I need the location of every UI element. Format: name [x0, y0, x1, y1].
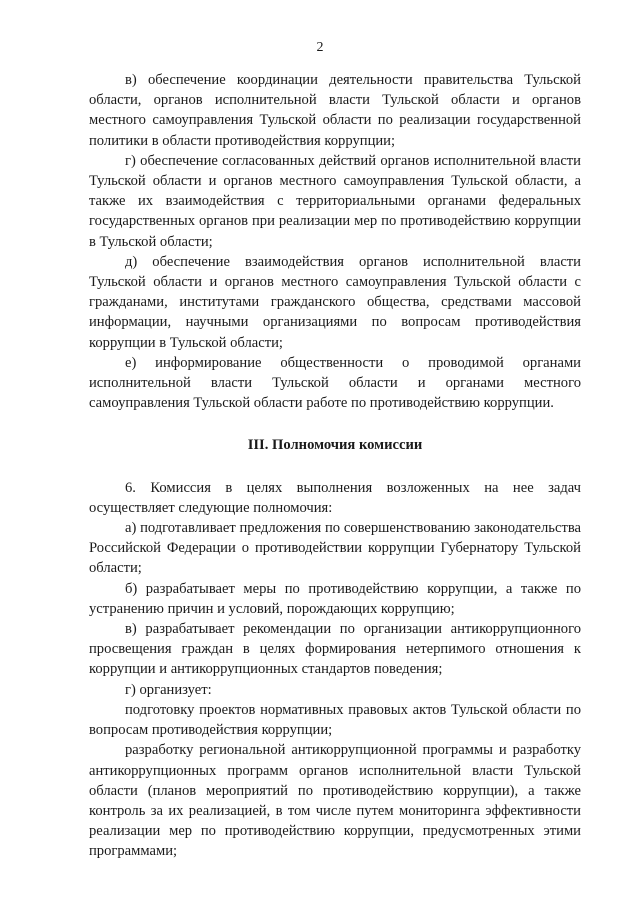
paragraph-subitem-programs: разработку региональной антикоррупционной программы и разработку антикоррупционных программ органов исполнительной власти Тульской области (планов мероприятий по противодействию коррупции), а также контроль за их реализацией, в том числе путем мониторинга эффективности реализации мер по противодействию коррупции, предусмотренных этими программами; [89, 742, 581, 860]
document-body [89, 70, 581, 862]
paragraph-item-v2: в) разрабатывает рекомендации по организации антикоррупционного просвещения граждан в целях формирования нетерпимого отношения к коррупции и антикоррупционных стандартов поведения; [89, 621, 581, 678]
paragraph-item-v: в) обеспечение координации деятельности правительства Тульской области, органов исполнительной власти Тульской области и органов местного самоуправления Тульской области по реализации государственной политики в области противодействия коррупции; [89, 72, 581, 149]
page-number: 2 [316, 40, 324, 55]
paragraph-item-a: а) подготавливает предложения по совершенствованию законодательства Российской Федерации о противодействии коррупции Губернатору Тульской области; [89, 520, 581, 577]
paragraph-item-g: г) обеспечение согласованных действий органов исполнительной власти Тульской области и органов местного самоуправления Тульской области, а также их взаимодействия с территориальными органами федеральных государственных органов при реализации мер по противодействию коррупции в Тульской области; [89, 152, 581, 250]
paragraph-clause-6: 6. Комиссия в целях выполнения возложенных на нее задач осуществляет следующие полномочия: [89, 479, 581, 516]
paragraph-item-g2: г) организует: [125, 681, 212, 698]
paragraph-subitem-drafts: подготовку проектов нормативных правовых актов Тульской области по вопросам противодействия коррупции; [89, 701, 581, 739]
section-heading: III. Полномочия комиссии [247, 437, 423, 454]
paragraph-item-e: е) информирование общественности о проводимой органами исполнительной власти Тульской области и органами местного самоуправления Тульской области работе по противодействию коррупции. [89, 354, 581, 412]
paragraph-item-d: д) обеспечение взаимодействия органов исполнительной власти Тульской области и органов местного самоуправления Тульской области с гражданами, институтами гражданского общества, средствами массовой информации, научными организациями по вопросам противодействия коррупции в Тульской области; [89, 253, 581, 351]
paragraph-item-b: б) разрабатывает меры по противодействию коррупции, а также по устранению причин и условий, порождающих коррупцию; [89, 580, 581, 617]
